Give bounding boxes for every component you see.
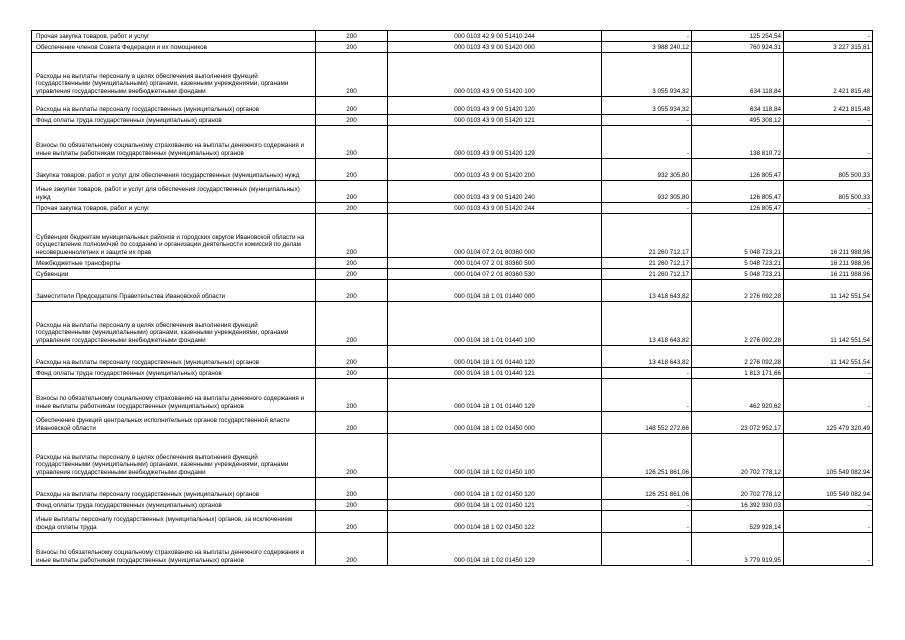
approved-amount-cell: - <box>602 379 692 412</box>
line-code-cell: 200 <box>316 31 388 42</box>
executed-amount-cell: 462 920,62 <box>692 379 784 412</box>
executed-amount-cell: 495 308,12 <box>692 115 784 126</box>
line-code-cell: 200 <box>316 511 388 533</box>
budget-classification-code-cell: 000 0104 18 1 01 01440 120 <box>388 346 602 368</box>
remaining-amount-cell: - <box>784 203 873 214</box>
remaining-amount-cell: - <box>784 379 873 412</box>
remaining-amount-cell: 3 227 315,81 <box>784 42 873 53</box>
remaining-amount-cell: 11 142 551,54 <box>784 346 873 368</box>
remaining-amount-cell: - <box>784 500 873 511</box>
executed-amount-cell: 5 048 723,21 <box>692 258 784 269</box>
table-row <box>32 412 873 434</box>
budget-classification-code-cell: 000 0103 43 9 00 51420 200 <box>388 159 602 181</box>
budget-classification-code-cell: 000 0104 18 1 02 01450 000 <box>388 412 602 434</box>
table-row <box>32 214 873 258</box>
budget-classification-code-cell: 000 0103 43 9 00 51420 120 <box>388 97 602 115</box>
approved-amount-cell: 932 305,80 <box>602 159 692 181</box>
line-code-cell: 200 <box>316 126 388 159</box>
table-row <box>32 434 873 478</box>
line-code-cell: 200 <box>316 302 388 346</box>
approved-amount-cell: - <box>602 533 692 566</box>
executed-amount-cell: 20 702 778,12 <box>692 434 784 478</box>
budget-classification-code-cell: 000 0104 18 1 02 01450 121 <box>388 500 602 511</box>
approved-amount-cell: 3 055 934,32 <box>602 53 692 97</box>
budget-classification-code-cell: 000 0103 43 9 00 51420 121 <box>388 115 602 126</box>
expense-name-cell: Взносы по обязательному социальному страхованию на выплаты денежного содержания и иные выплаты работникам государственных (муниципальных) органов <box>32 126 316 159</box>
expense-name-cell: Заместители Председателя Правительства Ивановской области <box>32 280 316 302</box>
budget-classification-code-cell: 000 0104 18 1 02 01450 100 <box>388 434 602 478</box>
budget-classification-code-cell: 000 0104 07 2 01 80360 500 <box>388 258 602 269</box>
approved-amount-cell: 932 305,80 <box>602 181 692 203</box>
approved-amount-cell: 21 260 712,17 <box>602 214 692 258</box>
table-row <box>32 511 873 533</box>
expense-name-cell: Межбюджетные трансферты <box>32 258 316 269</box>
table-row <box>32 42 873 53</box>
remaining-amount-cell: - <box>784 368 873 379</box>
line-code-cell: 200 <box>316 181 388 203</box>
table-row <box>32 181 873 203</box>
line-code-cell: 200 <box>316 478 388 500</box>
budget-classification-code-cell: 000 0103 43 9 00 51420 240 <box>388 181 602 203</box>
expense-name-cell: Расходы на выплаты персоналу в целях обеспечения выполнения функций государственными (муниципальными) органами, казенными учреждениями, органами управления государственными внебюджетными фондами <box>32 302 316 346</box>
executed-amount-cell: 126 805,47 <box>692 159 784 181</box>
expense-name-cell: Обеспечение функций центральных исполнительных органов государственной власти Ивановской области <box>32 412 316 434</box>
approved-amount-cell: 13 418 643,82 <box>602 302 692 346</box>
line-code-cell: 200 <box>316 214 388 258</box>
budget-execution-table <box>31 30 873 566</box>
expense-name-cell: Фонд оплаты труда государственных (муниципальных) органов <box>32 500 316 511</box>
expense-name-cell: Взносы по обязательному социальному страхованию на выплаты денежного содержания и иные выплаты работникам государственных (муниципальных) органов <box>32 533 316 566</box>
budget-classification-code-cell: 000 0104 18 1 01 01440 129 <box>388 379 602 412</box>
remaining-amount-cell: 11 142 551,54 <box>784 302 873 346</box>
table-body <box>32 31 873 566</box>
table-row <box>32 97 873 115</box>
budget-classification-code-cell: 000 0103 43 9 00 51420 100 <box>388 53 602 97</box>
executed-amount-cell: 126 805,47 <box>692 181 784 203</box>
executed-amount-cell: 20 702 778,12 <box>692 478 784 500</box>
approved-amount-cell: 126 251 861,06 <box>602 478 692 500</box>
executed-amount-cell: 16 392 930,03 <box>692 500 784 511</box>
expense-name-cell: Обеспечение членов Совета Федерации и их помощников <box>32 42 316 53</box>
executed-amount-cell: 5 048 723,21 <box>692 269 784 280</box>
remaining-amount-cell: 805 500,33 <box>784 159 873 181</box>
executed-amount-cell: 23 072 952,17 <box>692 412 784 434</box>
approved-amount-cell: - <box>602 203 692 214</box>
remaining-amount-cell: 805 500,33 <box>784 181 873 203</box>
line-code-cell: 200 <box>316 269 388 280</box>
line-code-cell: 200 <box>316 203 388 214</box>
table-row <box>32 478 873 500</box>
line-code-cell: 200 <box>316 412 388 434</box>
expense-name-cell: Субвенции бюджетам муниципальных районов и городских округов Ивановской области на осуществление полномочий по созданию и организации деятельности комиссий по делам несовершеннолетних и защите их прав <box>32 214 316 258</box>
line-code-cell: 200 <box>316 500 388 511</box>
remaining-amount-cell: 16 211 988,96 <box>784 258 873 269</box>
approved-amount-cell: 13 418 643,82 <box>602 280 692 302</box>
executed-amount-cell: 634 118,84 <box>692 53 784 97</box>
table-row <box>32 533 873 566</box>
approved-amount-cell: 3 055 934,32 <box>602 97 692 115</box>
remaining-amount-cell: - <box>784 533 873 566</box>
executed-amount-cell: 2 276 092,28 <box>692 302 784 346</box>
budget-classification-code-cell: 000 0103 43 9 00 51420 129 <box>388 126 602 159</box>
expense-name-cell: Расходы на выплаты персоналу государственных (муниципальных) органов <box>32 346 316 368</box>
table-row <box>32 280 873 302</box>
line-code-cell: 200 <box>316 159 388 181</box>
executed-amount-cell: 5 048 723,21 <box>692 214 784 258</box>
budget-classification-code-cell: 000 0103 42 9 00 51410 244 <box>388 31 602 42</box>
budget-classification-code-cell: 000 0104 18 1 01 01440 000 <box>388 280 602 302</box>
remaining-amount-cell: 2 421 815,48 <box>784 53 873 97</box>
expense-name-cell: Расходы на выплаты персоналу государственных (муниципальных) органов <box>32 97 316 115</box>
table-row <box>32 379 873 412</box>
executed-amount-cell: 125 254,54 <box>692 31 784 42</box>
expense-name-cell: Расходы на выплаты персоналу государственных (муниципальных) органов <box>32 478 316 500</box>
executed-amount-cell: 634 118,84 <box>692 97 784 115</box>
remaining-amount-cell: 105 549 082,94 <box>784 434 873 478</box>
budget-classification-code-cell: 000 0104 18 1 02 01450 129 <box>388 533 602 566</box>
remaining-amount-cell: 2 421 815,48 <box>784 97 873 115</box>
table-row <box>32 302 873 346</box>
line-code-cell: 200 <box>316 434 388 478</box>
remaining-amount-cell: 125 479 320,49 <box>784 412 873 434</box>
budget-classification-code-cell: 000 0103 43 9 00 51420 000 <box>388 42 602 53</box>
table-row <box>32 53 873 97</box>
budget-classification-code-cell: 000 0103 43 9 00 51420 244 <box>388 203 602 214</box>
executed-amount-cell: 126 805,47 <box>692 203 784 214</box>
table-row <box>32 500 873 511</box>
expense-name-cell: Фонд оплаты труда государственных (муниципальных) органов <box>32 368 316 379</box>
remaining-amount-cell: - <box>784 115 873 126</box>
approved-amount-cell: - <box>602 511 692 533</box>
budget-classification-code-cell: 000 0104 07 2 01 80360 530 <box>388 269 602 280</box>
approved-amount-cell: - <box>602 126 692 159</box>
approved-amount-cell: 148 552 272,66 <box>602 412 692 434</box>
table-row <box>32 346 873 368</box>
expense-name-cell: Субвенции <box>32 269 316 280</box>
line-code-cell: 200 <box>316 346 388 368</box>
line-code-cell: 200 <box>316 115 388 126</box>
approved-amount-cell: 21 260 712,17 <box>602 258 692 269</box>
remaining-amount-cell: 16 211 988,96 <box>784 269 873 280</box>
approved-amount-cell: 21 260 712,17 <box>602 269 692 280</box>
budget-classification-code-cell: 000 0104 18 1 02 01450 120 <box>388 478 602 500</box>
executed-amount-cell: 2 276 092,28 <box>692 346 784 368</box>
budget-classification-code-cell: 000 0104 18 1 02 01450 122 <box>388 511 602 533</box>
budget-classification-code-cell: 000 0104 18 1 01 01440 121 <box>388 368 602 379</box>
line-code-cell: 200 <box>316 368 388 379</box>
remaining-amount-cell: 11 142 551,54 <box>784 280 873 302</box>
expense-name-cell: Взносы по обязательному социальному страхованию на выплаты денежного содержания и иные выплаты работникам государственных (муниципальных) органов <box>32 379 316 412</box>
budget-classification-code-cell: 000 0104 07 2 01 80360 000 <box>388 214 602 258</box>
remaining-amount-cell: 105 549 082,94 <box>784 478 873 500</box>
approved-amount-cell: - <box>602 500 692 511</box>
remaining-amount-cell: - <box>784 126 873 159</box>
expense-name-cell: Иные выплаты персоналу государственных (муниципальных) органов, за исключением фонда оплаты труда <box>32 511 316 533</box>
expense-name-cell: Иные закупки товаров, работ и услуг для обеспечения государственных (муниципальных) нужд <box>32 181 316 203</box>
table-row <box>32 203 873 214</box>
executed-amount-cell: 529 928,14 <box>692 511 784 533</box>
table-row <box>32 368 873 379</box>
executed-amount-cell: 760 924,31 <box>692 42 784 53</box>
approved-amount-cell: - <box>602 115 692 126</box>
approved-amount-cell: 126 251 861,06 <box>602 434 692 478</box>
expense-name-cell: Расходы на выплаты персоналу в целях обеспечения выполнения функций государственными (муниципальными) органами, казенными учреждениями, органами управления государственными внебюджетными фондами <box>32 53 316 97</box>
line-code-cell: 200 <box>316 280 388 302</box>
line-code-cell: 200 <box>316 258 388 269</box>
budget-report-page <box>31 30 872 566</box>
executed-amount-cell: 2 276 092,28 <box>692 280 784 302</box>
table-row <box>32 258 873 269</box>
table-row <box>32 269 873 280</box>
remaining-amount-cell: 16 211 988,96 <box>784 214 873 258</box>
executed-amount-cell: 138 810,72 <box>692 126 784 159</box>
budget-classification-code-cell: 000 0104 18 1 01 01440 100 <box>388 302 602 346</box>
approved-amount-cell: 3 988 240,12 <box>602 42 692 53</box>
executed-amount-cell: 3 779 919,95 <box>692 533 784 566</box>
line-code-cell: 200 <box>316 42 388 53</box>
expense-name-cell: Прочая закупка товаров, работ и услуг <box>32 31 316 42</box>
expense-name-cell: Прочая закупка товаров, работ и услуг <box>32 203 316 214</box>
expense-name-cell: Расходы на выплаты персоналу в целях обеспечения выполнения функций государственными (муниципальными) органами, казенными учреждениями, органами управления государственными внебюджетными фондами <box>32 434 316 478</box>
line-code-cell: 200 <box>316 53 388 97</box>
table-row <box>32 31 873 42</box>
line-code-cell: 200 <box>316 379 388 412</box>
expense-name-cell: Фонд оплаты труда государственных (муниципальных) органов <box>32 115 316 126</box>
approved-amount-cell: 13 418 643,82 <box>602 346 692 368</box>
table-row <box>32 159 873 181</box>
approved-amount-cell: - <box>602 368 692 379</box>
line-code-cell: 200 <box>316 97 388 115</box>
remaining-amount-cell: - <box>784 31 873 42</box>
line-code-cell: 200 <box>316 533 388 566</box>
remaining-amount-cell: - <box>784 511 873 533</box>
approved-amount-cell: - <box>602 31 692 42</box>
expense-name-cell: Закупка товаров, работ и услуг для обеспечения государственных (муниципальных) нужд <box>32 159 316 181</box>
table-row <box>32 126 873 159</box>
table-row <box>32 115 873 126</box>
executed-amount-cell: 1 813 171,66 <box>692 368 784 379</box>
